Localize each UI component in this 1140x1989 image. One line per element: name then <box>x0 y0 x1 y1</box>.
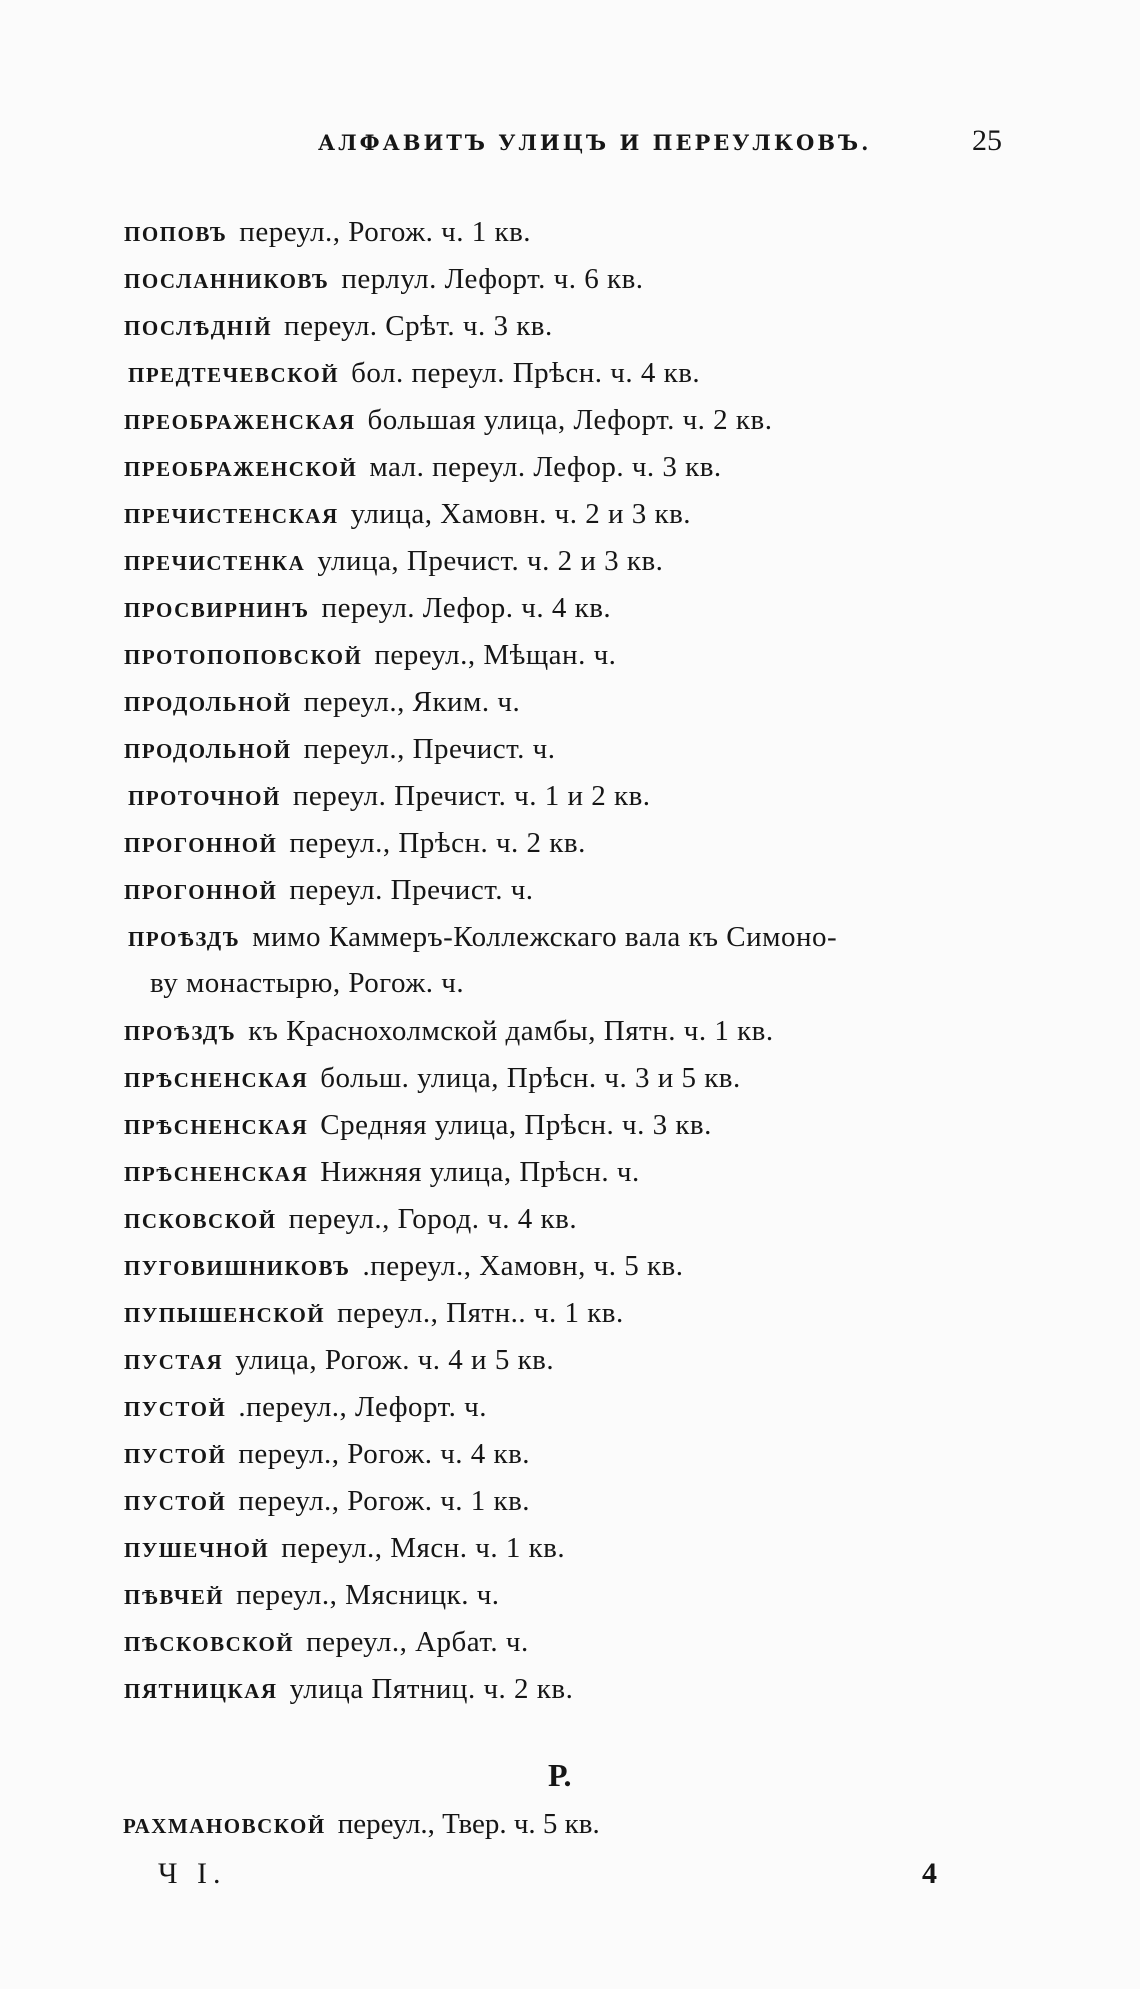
entry-details: переул. Лефор. ч. 4 кв. <box>321 592 612 624</box>
entry-details: мимо Каммеръ-Коллежскаго вала къ Симоно- <box>252 921 838 953</box>
index-entry <box>0 913 1140 960</box>
running-header: АЛФАВИТЪ УЛИЦЪ И ПЕРЕУЛКОВЪ. <box>318 130 872 155</box>
entry-name: прѣсненская <box>124 1155 309 1188</box>
index-entry <box>0 1242 1140 1289</box>
entry-details: большая улица, Лефорт. ч. 2 кв. <box>367 404 773 436</box>
index-entry <box>0 1336 1140 1383</box>
index-entry <box>0 1195 1140 1242</box>
index-entry <box>0 255 1140 302</box>
index-entry <box>0 1054 1140 1101</box>
entry-name: пречистенка <box>124 544 306 577</box>
index-entry <box>0 678 1140 725</box>
entry-details: .переул., Лефорт. ч. <box>238 1391 487 1423</box>
entry-details: переул., Арбат. ч. <box>306 1626 529 1658</box>
entry-details: переул., Пятн.. ч. 1 кв. <box>337 1297 624 1329</box>
entry-name: проточной <box>128 779 281 812</box>
index-entry <box>0 208 1140 255</box>
entry-name: пятницкая <box>124 1672 278 1705</box>
entry-details: переул. Пречист. ч. 1 и 2 кв. <box>292 780 651 812</box>
printer-signature-mark: Ч I. <box>158 1857 227 1890</box>
entry-details: переул., Рогож. ч. 4 кв. <box>238 1438 531 1470</box>
entry-name: пустая <box>124 1343 224 1376</box>
entry-name: прогонной <box>124 873 278 906</box>
index-entry <box>0 1383 1140 1430</box>
entry-name: пуговишниковъ <box>124 1249 351 1282</box>
street-index-list <box>0 208 1140 1712</box>
index-entry <box>0 349 1140 396</box>
entry-details: мал. переул. Лефор. ч. 3 кв. <box>369 451 722 483</box>
entry-name: посланниковъ <box>124 262 330 295</box>
entry-name: протопоповской <box>124 638 363 671</box>
page-number: 25 <box>972 124 1002 157</box>
index-entry <box>123 1807 600 1841</box>
entry-details: переул., Рогож. ч. 1 кв. <box>239 216 532 248</box>
entry-details: улица Пятниц. ч. 2 кв. <box>289 1673 574 1705</box>
entry-name: предтечевской <box>128 356 340 389</box>
entry-details: ву монастырю, Рогож. ч. <box>150 967 465 999</box>
index-entry <box>0 1665 1140 1712</box>
entry-name: пѣсковской <box>124 1625 295 1658</box>
entry-details: переул., Город. ч. 4 кв. <box>288 1203 578 1235</box>
entry-name: послѣдній <box>124 309 273 342</box>
index-entry <box>0 631 1140 678</box>
printer-signature-number: 4 <box>922 1857 937 1890</box>
entry-details: переул., Пречист. ч. <box>303 733 556 765</box>
index-entry-continuation <box>0 960 1140 1007</box>
entry-details: переул. Пречист. ч. <box>289 874 534 906</box>
index-entry <box>0 772 1140 819</box>
entry-details: больш. улица, Прѣсн. ч. 3 и 5 кв. <box>320 1062 741 1094</box>
entry-name: пупышенской <box>124 1296 326 1329</box>
entry-name: пушечной <box>124 1531 270 1564</box>
entry-details: бол. переул. Прѣсн. ч. 4 кв. <box>351 357 701 389</box>
index-entry <box>0 1618 1140 1665</box>
index-entry <box>0 725 1140 772</box>
entry-details: переул., Твер. ч. 5 кв. <box>337 1808 600 1840</box>
entry-details: переул., Яким. ч. <box>303 686 521 718</box>
section-letter: Р. <box>548 1757 572 1793</box>
entry-details: переул., Мясницк. ч. <box>236 1579 500 1611</box>
index-entry <box>0 1477 1140 1524</box>
entry-name: продольной <box>124 732 292 765</box>
entry-details: переул., Рогож. ч. 1 кв. <box>238 1485 531 1517</box>
index-entry <box>0 1571 1140 1618</box>
entry-name: пустой <box>124 1437 227 1470</box>
entry-name: пѣвчей <box>124 1578 225 1611</box>
entry-details: Средняя улица, Прѣсн. ч. 3 кв. <box>320 1109 712 1141</box>
entry-name: прогонной <box>124 826 278 859</box>
entry-name: проѣздъ <box>128 920 241 953</box>
entry-name: продольной <box>124 685 292 718</box>
entry-details: къ Краснохолмской дамбы, Пятн. ч. 1 кв. <box>248 1015 774 1047</box>
entry-details: улица, Рогож. ч. 4 и 5 кв. <box>235 1344 555 1376</box>
entry-name: проѣздъ <box>124 1014 237 1047</box>
entry-details: перлул. Лефорт. ч. 6 кв. <box>341 263 644 295</box>
entry-details: переул., Мясн. ч. 1 кв. <box>281 1532 566 1564</box>
index-entry <box>0 490 1140 537</box>
entry-name: рахмановской <box>123 1807 326 1840</box>
index-entry <box>0 302 1140 349</box>
entry-details: переул., Мѣщан. ч. <box>374 639 617 671</box>
index-entry <box>0 1289 1140 1336</box>
index-entry <box>0 1007 1140 1054</box>
index-entry <box>0 396 1140 443</box>
entry-details: переул. Срѣт. ч. 3 кв. <box>284 310 553 342</box>
index-entry <box>0 584 1140 631</box>
entry-details: .переул., Хамовн, ч. 5 кв. <box>362 1250 684 1282</box>
index-entry <box>0 537 1140 584</box>
entry-name: псковской <box>124 1202 277 1235</box>
entry-name: поповъ <box>124 215 228 248</box>
entry-details: переул., Прѣсн. ч. 2 кв. <box>289 827 586 859</box>
index-entry <box>0 866 1140 913</box>
index-entry <box>0 1101 1140 1148</box>
entry-name: прѣсненская <box>124 1061 309 1094</box>
entry-name: преображенская <box>124 403 356 436</box>
entry-name: пустой <box>124 1484 227 1517</box>
entry-name: просвирнинъ <box>124 591 310 624</box>
index-entry <box>0 819 1140 866</box>
entry-name: прѣсненская <box>124 1108 309 1141</box>
index-entry <box>0 1430 1140 1477</box>
entry-name: преображенской <box>124 450 358 483</box>
entry-details: Нижняя улица, Прѣсн. ч. <box>320 1156 640 1188</box>
entry-name: пустой <box>124 1390 227 1423</box>
entry-name: пречистенская <box>124 497 339 530</box>
index-entry <box>0 443 1140 490</box>
index-entry <box>0 1524 1140 1571</box>
index-entry <box>0 1148 1140 1195</box>
entry-details: улица, Хамовн. ч. 2 и 3 кв. <box>350 498 692 530</box>
entry-details: улица, Пречист. ч. 2 и 3 кв. <box>317 545 664 577</box>
